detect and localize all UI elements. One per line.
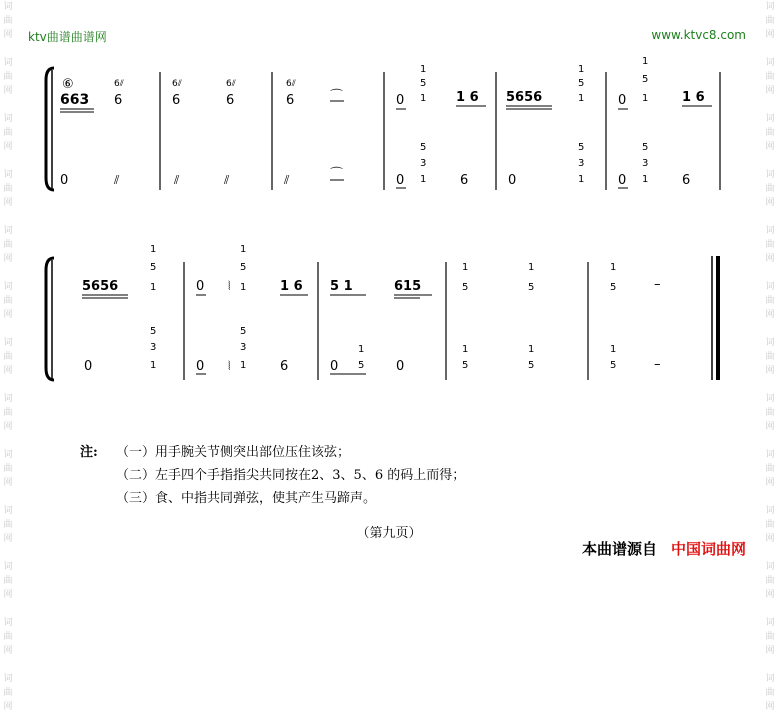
watermark-char: 网 <box>3 534 13 544</box>
note: 5 <box>578 142 585 153</box>
rest-mark: ⫽ <box>114 173 120 187</box>
watermark-char: 曲 <box>3 72 13 82</box>
watermark-char: 网 <box>765 702 775 712</box>
note: 6 <box>460 173 469 188</box>
watermark-char: 网 <box>3 590 13 600</box>
note: 1 6 <box>456 90 479 105</box>
source-label: 本曲谱源自 <box>581 540 657 558</box>
watermark-char: 网 <box>3 30 13 40</box>
watermark-char: 词 <box>3 58 13 68</box>
watermark-char: 曲 <box>765 520 775 530</box>
rest-mark: ⫽ <box>174 173 180 187</box>
watermark-char: 曲 <box>765 296 775 306</box>
note: 3 <box>420 158 427 169</box>
watermark-char: 词 <box>3 618 13 628</box>
note: 1 <box>420 64 427 75</box>
note: 6 <box>682 173 691 188</box>
watermark-char: 曲 <box>3 352 13 362</box>
watermark-char: 网 <box>3 254 13 264</box>
note: 1 <box>420 93 427 104</box>
note: 3 <box>642 158 649 169</box>
note: 1 6 <box>280 279 303 294</box>
note-mark: 6⫽ <box>286 79 296 89</box>
watermark-char: 词 <box>765 58 775 68</box>
watermark-char: 网 <box>765 142 775 152</box>
watermark-char: 词 <box>765 450 775 460</box>
note-line-2 <box>80 464 465 487</box>
note: 0 <box>508 173 517 188</box>
note: 5 <box>610 282 617 293</box>
watermark-char: 词 <box>765 2 775 12</box>
note: 0 <box>618 173 627 188</box>
watermark-char: 曲 <box>3 576 13 586</box>
note: 5 <box>528 282 535 293</box>
notes-heading: 注: <box>80 445 98 460</box>
rest-mark: ⫽ <box>284 173 290 187</box>
score-row-1 <box>46 56 720 190</box>
watermark-char: 曲 <box>765 128 775 138</box>
watermark-char: 词 <box>765 338 775 348</box>
note: 6 <box>114 93 123 108</box>
note: 1 <box>462 344 469 355</box>
rest-mark: ⫽ <box>224 173 230 187</box>
watermark-char: 网 <box>3 310 13 320</box>
watermark-char: 词 <box>3 394 13 404</box>
system-bracket <box>46 258 54 380</box>
dash: – <box>654 277 661 292</box>
note: 3 <box>578 158 585 169</box>
watermark-char: 曲 <box>765 16 775 26</box>
note: 6 <box>172 93 181 108</box>
note: 6 <box>226 93 235 108</box>
note: 1 <box>642 56 649 67</box>
note: 5 <box>240 326 247 337</box>
note-mark: 6⫽ <box>172 79 182 89</box>
note: 3 <box>150 342 157 353</box>
watermark-char: 曲 <box>3 688 13 698</box>
watermark-char: 网 <box>3 86 13 96</box>
watermark-char: 词 <box>3 170 13 180</box>
source-site-link[interactable]: 中国词曲网 <box>670 540 746 558</box>
note: 1 <box>610 262 617 273</box>
note: 0 <box>60 173 69 188</box>
watermark-char: 词 <box>765 226 775 236</box>
watermark-char: 曲 <box>3 520 13 530</box>
note-mark: 6⫽ <box>226 79 236 89</box>
note: 5 1 <box>330 279 353 294</box>
note: 0 <box>196 279 205 294</box>
note: 0 <box>396 359 405 374</box>
note: 1 <box>240 360 247 371</box>
watermark-char: 曲 <box>765 408 775 418</box>
watermark-char: 词 <box>3 674 13 684</box>
note: 1 <box>642 174 649 185</box>
source-credit <box>582 538 746 559</box>
note-text: （二）左手四个手指指尖共同按在2、3、5、6 的码上而得； <box>116 468 466 483</box>
fermata-mark: ⌒ <box>330 89 344 104</box>
watermark-char: 词 <box>3 506 13 516</box>
watermark-char: 网 <box>3 422 13 432</box>
note: 1 <box>358 344 365 355</box>
watermark-char: 词 <box>765 394 775 404</box>
watermark-char: 网 <box>765 310 775 320</box>
watermark-char: 词 <box>3 114 13 124</box>
watermark-char: 曲 <box>765 576 775 586</box>
note: 0 <box>196 359 205 374</box>
note: 1 <box>240 282 247 293</box>
watermark-char: 网 <box>765 86 775 96</box>
watermark-char: 网 <box>765 534 775 544</box>
note: 1 <box>150 244 157 255</box>
note: 5 <box>642 74 649 85</box>
watermark-char: 网 <box>3 142 13 152</box>
note: 0 <box>618 93 627 108</box>
note: 1 <box>462 262 469 273</box>
note: 1 <box>150 282 157 293</box>
header-url-right[interactable]: www.ktvc8.com <box>651 28 746 42</box>
watermark-char: 词 <box>3 2 13 12</box>
watermark-char: 网 <box>3 702 13 712</box>
watermark-char: 曲 <box>765 464 775 474</box>
note: 5 <box>610 360 617 371</box>
note: 0 <box>84 359 93 374</box>
note: 5 <box>358 360 365 371</box>
note: 5 <box>150 326 157 337</box>
watermark-char: 网 <box>3 478 13 488</box>
note: 1 <box>578 174 585 185</box>
watermark-char: 词 <box>765 618 775 628</box>
watermark-char: 网 <box>765 590 775 600</box>
watermark-char: 网 <box>765 422 775 432</box>
note: 1 <box>642 93 649 104</box>
watermark-char: 网 <box>765 366 775 376</box>
watermark-char: 曲 <box>765 632 775 642</box>
note-text: （一）用手腕关节侧突出部位压住该弦； <box>116 445 351 460</box>
note: 5 <box>420 142 427 153</box>
fermata-mark: ⌒ <box>330 167 344 182</box>
note: 1 6 <box>682 90 705 105</box>
watermark-char: 词 <box>3 282 13 292</box>
watermark-char: 曲 <box>765 72 775 82</box>
arpeggio-mark: ⦚ <box>228 359 231 373</box>
watermark-char: 曲 <box>3 128 13 138</box>
note: 663 <box>60 92 90 108</box>
note-line-3 <box>80 487 465 510</box>
watermark-char: 曲 <box>3 240 13 250</box>
note: 5656 <box>506 90 543 105</box>
watermark-char: 曲 <box>765 688 775 698</box>
note: 5 <box>462 360 469 371</box>
watermark-char: 曲 <box>765 240 775 250</box>
score-row-2 <box>46 244 718 380</box>
watermark-char: 词 <box>765 562 775 572</box>
note: 3 <box>240 342 247 353</box>
watermark-char: 网 <box>765 30 775 40</box>
note: 1 <box>528 262 535 273</box>
note: 5 <box>150 262 157 273</box>
watermark-char: 词 <box>765 674 775 684</box>
watermark-char: 曲 <box>3 632 13 642</box>
watermark-char: 词 <box>3 226 13 236</box>
note-text: （三）食、中指共同弹弦，使其产生马蹄声。 <box>116 491 377 506</box>
note-mark: 6⫽ <box>114 79 124 89</box>
note: 6 <box>286 93 295 108</box>
note: 0 <box>396 173 405 188</box>
note: 1 <box>578 93 585 104</box>
note: 1 <box>528 344 535 355</box>
watermark-char: 曲 <box>765 352 775 362</box>
note: 5 <box>240 262 247 273</box>
header-brand-left[interactable]: ktv曲谱曲谱网 <box>28 30 107 44</box>
note-line-1 <box>80 441 465 464</box>
note: 5 <box>642 142 649 153</box>
watermark-char: 曲 <box>3 408 13 418</box>
note: 1 <box>578 64 585 75</box>
note: 5656 <box>82 279 119 294</box>
watermark-char: 词 <box>3 450 13 460</box>
note: 1 <box>150 360 157 371</box>
watermark-char: 曲 <box>3 184 13 194</box>
performance-notes <box>80 441 465 510</box>
system-bracket <box>46 68 54 190</box>
watermark-char: 词 <box>765 170 775 180</box>
watermark-char: 网 <box>765 646 775 656</box>
circled-string-mark: ⑥ <box>62 77 74 92</box>
watermark-char: 网 <box>3 646 13 656</box>
note: 5 <box>578 78 585 89</box>
watermark-char: 网 <box>765 254 775 264</box>
watermark-char: 网 <box>765 198 775 208</box>
note: 5 <box>528 360 535 371</box>
note: 5 <box>462 282 469 293</box>
watermark-char: 网 <box>3 366 13 376</box>
watermark-char: 曲 <box>3 296 13 306</box>
note: 1 <box>610 344 617 355</box>
watermark-char: 词 <box>3 562 13 572</box>
note: 615 <box>394 279 422 294</box>
arpeggio-mark: ⦚ <box>228 279 231 293</box>
dash: – <box>654 357 661 372</box>
watermark-char: 词 <box>765 506 775 516</box>
watermark-char: 曲 <box>3 464 13 474</box>
note: 0 <box>330 359 339 374</box>
note: 6 <box>280 359 289 374</box>
page-number: （第九页） <box>356 526 422 541</box>
watermark-char: 词 <box>765 282 775 292</box>
watermark-char: 词 <box>765 114 775 124</box>
note: 5 <box>420 78 427 89</box>
note: 0 <box>396 93 405 108</box>
watermark-char: 网 <box>3 198 13 208</box>
watermark-char: 词 <box>3 338 13 348</box>
watermark-char: 网 <box>765 478 775 488</box>
watermark-char: 曲 <box>3 16 13 26</box>
watermark-char: 曲 <box>765 184 775 194</box>
note: 1 <box>240 244 247 255</box>
note: 1 <box>420 174 427 185</box>
